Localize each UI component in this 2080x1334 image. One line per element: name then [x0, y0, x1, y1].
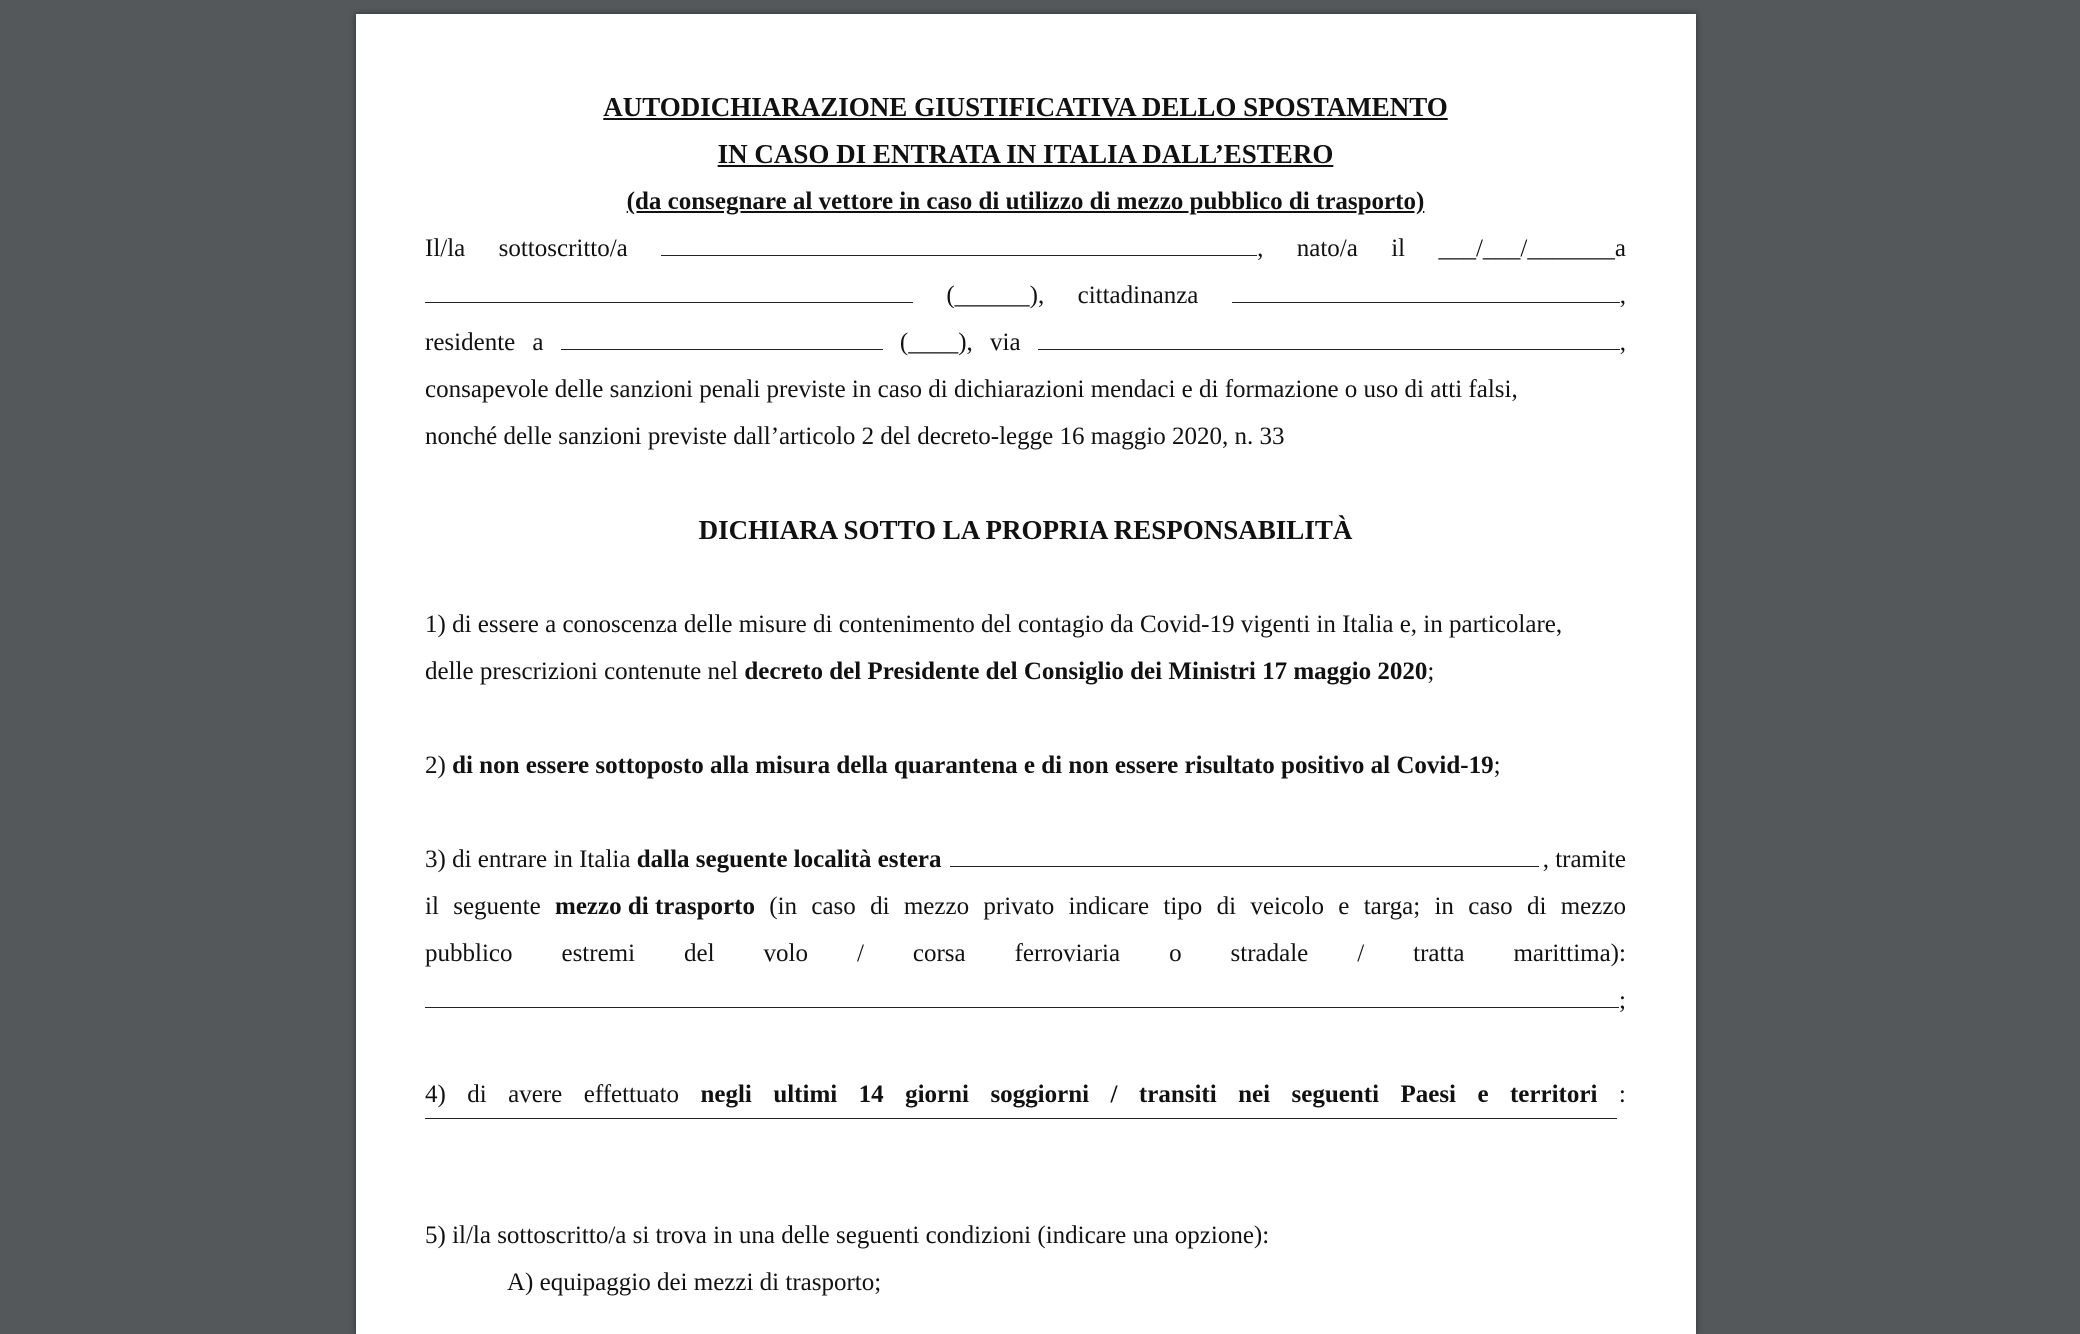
word: tipo	[1163, 893, 1203, 920]
birthdate-field-group	[1438, 225, 1626, 272]
word: pubblico	[425, 940, 513, 967]
word: avere	[508, 1081, 563, 1108]
label-residente: residente	[425, 329, 516, 356]
item-2-bold: di non essere sottoposto alla misura della quarantena e di non essere risultato positivo al Covid-19	[452, 752, 1494, 779]
word: mezzo	[1560, 893, 1626, 920]
item-2-prefix: 2)	[425, 752, 453, 779]
word: marittima):	[1513, 940, 1626, 967]
awareness-line-1	[425, 366, 1626, 413]
word: mezzo	[903, 893, 970, 920]
birthplace-blank[interactable]	[425, 302, 913, 303]
residence-province-blank[interactable]: (____),	[899, 329, 973, 356]
item-1-line-1	[425, 601, 1626, 648]
province-blank[interactable]: (______),	[946, 282, 1045, 309]
item-3-plain: 3) di entrare in Italia	[425, 846, 637, 873]
word: veicolo	[1250, 893, 1324, 920]
transport-details-blank[interactable]	[425, 1007, 1619, 1008]
word: tratta	[1413, 940, 1465, 967]
word: estremi	[561, 940, 636, 967]
item-3-line-1	[425, 836, 1626, 883]
word: 4)	[425, 1081, 446, 1108]
title-line-2: IN CASO DI ENTRATA IN ITALIA DALL’ESTERO	[717, 139, 1334, 169]
word: di	[467, 1081, 487, 1108]
word: e	[1338, 893, 1350, 920]
item-1-end: ;	[1427, 658, 1435, 685]
word: privato	[983, 893, 1055, 920]
item-3-line-4	[425, 977, 1626, 1024]
comma: ,	[1619, 329, 1626, 356]
title-line-1: AUTODICHIARAZIONE GIUSTIFICATIVA DELLO SPOSTAMENTO	[603, 92, 1448, 122]
declaration-heading: DICHIARA SOTTO LA PROPRIA RESPONSABILITÀ	[698, 515, 1353, 545]
item-4-line-1	[425, 1071, 1626, 1118]
item-3-line-3	[425, 930, 1626, 977]
word: o	[1169, 940, 1182, 967]
item-3-semicolon: ;	[1619, 987, 1626, 1014]
word: seguente	[453, 893, 541, 920]
street-blank[interactable]	[1038, 349, 1620, 350]
word: transiti	[1138, 1081, 1217, 1108]
item-5-line-1	[425, 1212, 1626, 1259]
word: negli	[700, 1081, 752, 1108]
word: territori	[1509, 1081, 1598, 1108]
word: nei	[1238, 1081, 1271, 1108]
name-field-group	[661, 225, 1263, 272]
item-1-text: 1) di essere a conoscenza delle misure di contenimento del contagio da Covid-19 vigenti in Italia e, in particolare,	[425, 611, 1563, 638]
word: di	[1216, 893, 1237, 920]
word: effettuato	[583, 1081, 680, 1108]
item-3-line-2	[425, 883, 1626, 930]
subtitle: (da consegnare al vettore in caso di utilizzo di mezzo pubblico di trasporto)	[626, 188, 1425, 215]
word: ferroviaria	[1014, 940, 1121, 967]
personal-line-3	[425, 319, 1626, 366]
countries-blank[interactable]	[425, 1118, 1617, 1119]
label-il: il	[1391, 235, 1406, 262]
word: :	[1618, 1081, 1626, 1108]
word: seguenti	[1291, 1081, 1380, 1108]
item-5-text: 5) il/la sottoscritto/a si trova in una delle seguenti condizioni (indicare una opzione):	[425, 1222, 1270, 1249]
personal-line-2	[425, 272, 1626, 319]
word: giorni	[905, 1081, 970, 1108]
document-page	[356, 14, 1696, 1334]
citizenship-field-group	[1232, 272, 1626, 319]
word: in	[1434, 893, 1454, 920]
item-3-bold: dalla seguente località estera	[636, 846, 942, 873]
label-a: a	[1614, 235, 1626, 262]
label-sottoscritto: sottoscritto/a	[498, 235, 628, 262]
word: e	[1477, 1081, 1489, 1108]
word: volo	[763, 940, 808, 967]
word: stradale	[1230, 940, 1309, 967]
label-nato: nato/a	[1296, 235, 1358, 262]
item-3-end: , tramite	[1542, 846, 1626, 873]
word: ultimi	[773, 1081, 838, 1108]
awareness-text-2: nonché delle sanzioni previste dall’articolo 2 del decreto-legge 16 maggio 2020, n. 33	[425, 423, 1285, 450]
word: caso	[811, 893, 856, 920]
word: di	[1526, 893, 1547, 920]
citizenship-blank[interactable]	[1232, 302, 1620, 303]
word: soggiorni	[990, 1081, 1090, 1108]
personal-line-1	[425, 225, 1626, 272]
item-1-line-2	[425, 648, 1626, 695]
awareness-text-1: consapevole delle sanzioni penali previste in caso di dichiarazioni mendaci e di formazione o uso di atti falsi,	[425, 376, 1518, 403]
word: mezzo di trasporto	[555, 893, 755, 920]
street-field-group	[1038, 319, 1626, 366]
item-2-line	[425, 742, 1626, 789]
document-content	[425, 84, 1626, 1306]
word: corsa	[912, 940, 966, 967]
label-via: via	[990, 329, 1021, 356]
item-4-line-2	[425, 1118, 1626, 1165]
item-1-bold: decreto del Presidente del Consiglio dei Ministri 17 maggio 2020	[744, 658, 1428, 685]
word: indicare	[1068, 893, 1150, 920]
word: (in	[769, 893, 798, 920]
word: del	[684, 940, 715, 967]
residence-city-blank[interactable]	[561, 349, 883, 350]
word: Paesi	[1400, 1081, 1456, 1108]
word: targa;	[1363, 893, 1421, 920]
item-5-option-a	[425, 1259, 1626, 1306]
item-2-end: ;	[1493, 752, 1501, 779]
word: /	[1357, 940, 1365, 967]
comma: ,	[1257, 235, 1264, 262]
word: caso	[1468, 893, 1513, 920]
word: di	[870, 893, 890, 920]
word: /	[856, 940, 864, 967]
foreign-location-blank[interactable]	[950, 866, 1539, 867]
option-a-text: A) equipaggio dei mezzi di trasporto;	[507, 1269, 882, 1296]
awareness-line-2	[425, 413, 1626, 460]
word: 14	[858, 1081, 884, 1108]
item-1-plain: delle prescrizioni contenute nel	[425, 658, 745, 685]
birthdate-blank[interactable]: ___/___/_______	[1438, 235, 1615, 262]
comma: ,	[1619, 282, 1626, 309]
label-il-la: Il/la	[425, 235, 466, 262]
label-cittadinanza: cittadinanza	[1077, 282, 1199, 309]
name-blank[interactable]	[661, 255, 1257, 256]
word: /	[1110, 1081, 1118, 1108]
label-a: a	[532, 329, 544, 356]
word: il	[425, 893, 439, 920]
